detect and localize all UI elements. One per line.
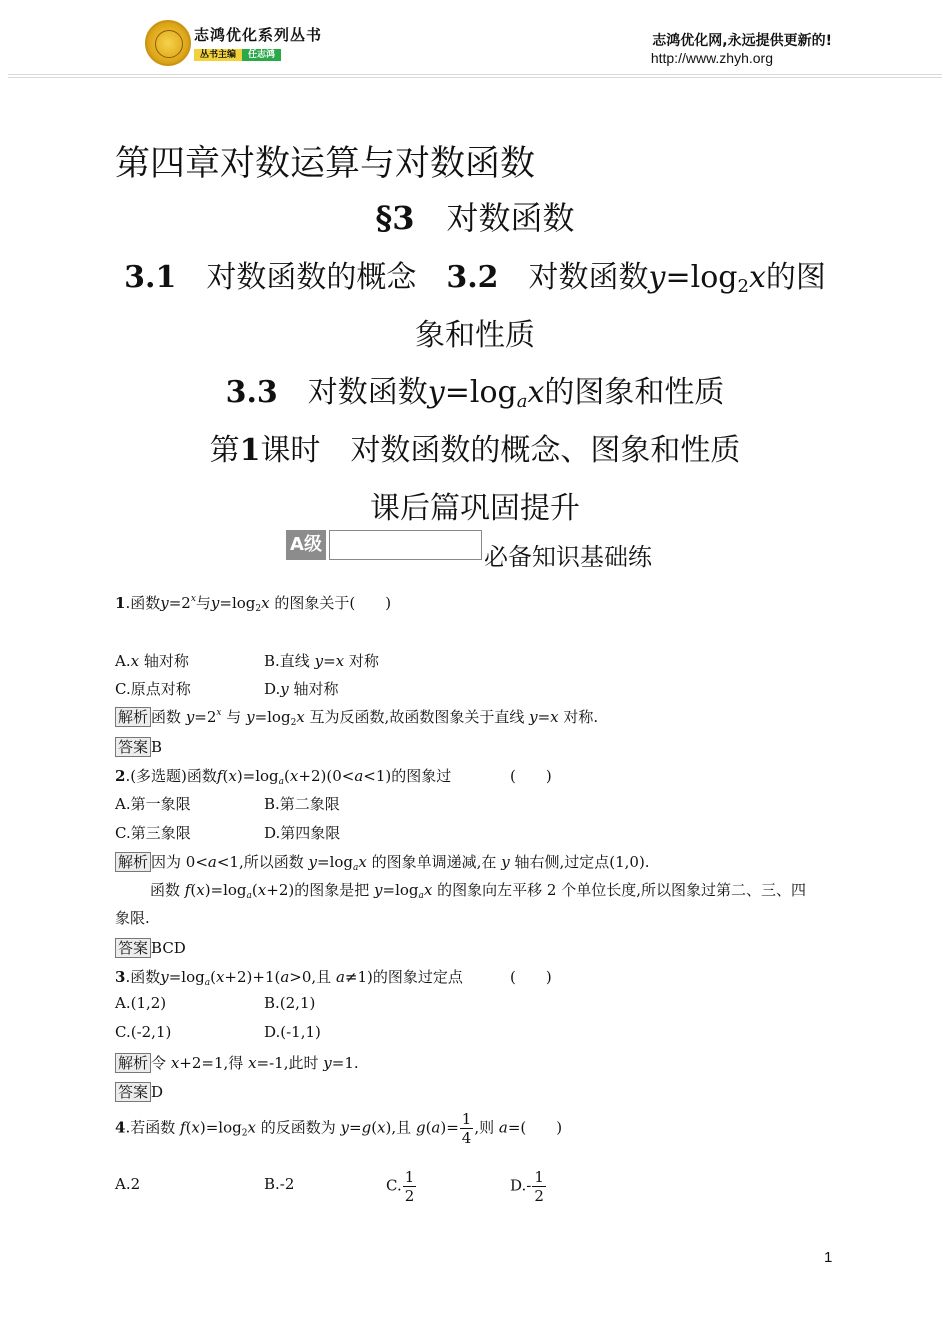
q2-a2-post: 的图象向左平移 2 个单位长度,所以图象过第二、三、四 [437, 881, 806, 899]
header-divider-2 [8, 77, 942, 78]
lesson-number: 1 [239, 433, 261, 468]
q2-analysis-1: 解析 因为 0<a<1,所以函数 $y=\log_ax$ 的图象单调递减,在 y 轴右侧,过定点(1,0). [115, 851, 650, 873]
q3-analysis: 解析 令 x+2=1,得 x=-1,此时 y=1. [115, 1052, 359, 1073]
editor-key: 丛书主编 [194, 49, 242, 61]
lesson-name: 对数函数的概念、图象和性质 [350, 433, 741, 468]
q2-analysis-2: 函数 $f(x)=\log_a(x+2)$的图象是把 $y=\log_ax$ 的图象向左平移 2 个单位长度,所以图象过第二、三、四 [150, 881, 806, 901]
q3-analysis-pre: 令 [151, 1054, 167, 1072]
chapter-title: 第四章对数运算与对数函数 [115, 144, 536, 184]
q4-stem-post: ,且 [391, 1118, 412, 1137]
q4-opt-d-label: D.- [510, 1176, 532, 1195]
q2-a2-mid: 的图象是把 [294, 881, 370, 899]
q1-opt-d-label: D. [264, 680, 281, 698]
subsection-title-1-cont: 象和性质 [415, 318, 535, 353]
q3-stem-mid: ( [274, 968, 281, 986]
answer-tag: 答案 [115, 1082, 151, 1102]
q1-stem: 1.函数$y=2^x$与$y=\log_2x$ 的图象关于( ) [115, 594, 392, 614]
zhihong-logo [145, 20, 191, 66]
q1-number: 1 [115, 594, 126, 612]
q3-option-d[interactable]: D.(-1,1) [264, 1023, 321, 1041]
q2-a1-pre: 因为 0< [151, 853, 208, 871]
q4-option-a[interactable]: A.2 [115, 1175, 141, 1193]
level-badge: A级 [286, 530, 326, 560]
q4-stem-end: ( ) [520, 1118, 563, 1137]
q2-answer [115, 937, 186, 958]
sub3-number: 3.3 [225, 375, 278, 410]
q2-a1-mid: <1,所以函数 [216, 853, 304, 871]
sub1-number: 3.1 [124, 260, 177, 295]
subsection-title-3: 3.3 对数函数y=logax的图象和性质 [225, 375, 725, 412]
q2-a1-post: 的图象单调递减,在 [371, 853, 497, 871]
q3-analysis-mid: ,得 [223, 1054, 244, 1072]
q4-stem-pre: .若函数 [125, 1118, 176, 1137]
q1-opt-a-text: 轴对称 [143, 652, 189, 670]
q3-stem-pre: .函数 [125, 968, 161, 986]
q1-analysis-end: 对称. [563, 708, 599, 726]
q4-stem: 4.若函数 $f(x)=\log_2x$ 的反函数为 y=g(x),且 g(a)= $\frac{1}{4}$ ,则 a=( ) [115, 1110, 563, 1147]
q1-analysis-mid: 与 [226, 708, 242, 726]
q2-answer-value: BCD [151, 939, 186, 957]
header-slogan: 志鸿优化网,永远提供更新的! [652, 33, 832, 49]
answer-tag: 答案 [115, 938, 151, 958]
q3-stem-post: ≠1)的图象过定点 [344, 968, 463, 986]
q1-stem-mid: 与 [195, 594, 211, 612]
q1-analysis-post: 互为反函数,故函数图象关于直线 [309, 708, 525, 726]
q4-option-b[interactable]: B.-2 [264, 1175, 295, 1193]
q3-option-a[interactable]: A.(1,2) [115, 994, 167, 1012]
q3-stem: 3.函数$y=\log_a(x+2)+1(a>0$,且 a≠1)的图象过定点 [115, 968, 463, 988]
q3-number: 3 [115, 968, 126, 986]
header-url[interactable]: http://www.zhyh.org [650, 50, 773, 66]
lesson-pre: 第 [209, 433, 240, 468]
q4-number: 4 [115, 1118, 126, 1137]
q1-stem-post: 的图象关于( ) [274, 594, 392, 612]
level-frame [329, 530, 482, 560]
series-title: 志鸿优化系列丛书 [194, 26, 323, 44]
q1-opt-d-text: 轴对称 [293, 680, 339, 698]
series-editor [194, 47, 281, 60]
q1-answer [115, 736, 162, 757]
section-title [0, 193, 950, 239]
sub3-prefix: 对数函数 [307, 375, 428, 410]
sub2-number: 3.2 [446, 260, 499, 295]
q1-opt-b-text: 对称 [348, 652, 379, 670]
q1-option-b[interactable]: B.直线 y=x 对称 [264, 652, 379, 670]
q1-answer-value: B [151, 738, 163, 756]
level-title: 必备知识基础练 [484, 543, 652, 571]
sub3-suffix: 的图象和性质 [544, 375, 725, 410]
q1-analysis-pre: 函数 [151, 708, 182, 726]
q2-a2-pre: 函数 [150, 881, 181, 899]
q2-a1-end: 轴右侧,过定点(1,0). [514, 853, 650, 871]
analysis-tag: 解析 [115, 707, 151, 727]
q2-analysis-3: 象限. [115, 909, 150, 927]
q2-stem-mid: (0< [326, 767, 355, 785]
header-divider-1 [8, 74, 942, 75]
q4-opt-c-label: C. [386, 1176, 402, 1195]
q1-option-c[interactable]: C.原点对称 [115, 680, 191, 698]
q4-fraction: $\frac{1}{4}$ [461, 1110, 472, 1147]
q2-number: 2 [115, 767, 126, 785]
q3-analysis-post: ,此时 [283, 1054, 319, 1072]
q2-option-d[interactable]: D.第四象限 [264, 824, 341, 842]
q1-option-d[interactable]: D.y 轴对称 [264, 680, 339, 698]
q2-option-b[interactable]: B.第二象限 [264, 795, 340, 813]
q3-option-c[interactable]: C.(-2,1) [115, 1023, 172, 1041]
q3-answer [115, 1081, 163, 1102]
answer-tag: 答案 [115, 737, 151, 757]
q4-option-c[interactable]: C. $\frac{1}{2}$ [386, 1168, 415, 1205]
analysis-tag: 解析 [115, 1053, 151, 1073]
q4-option-d[interactable]: D.- $\frac{1}{2}$ [510, 1168, 544, 1205]
q3-option-b[interactable]: B.(2,1) [264, 994, 316, 1012]
lesson-title [0, 425, 950, 469]
q2-paren: ( ) [510, 767, 552, 785]
sub2-prefix: 对数函数 [528, 260, 649, 295]
subsection-title-1: 3.1 对数函数的概念 3.2 对数函数y=log2x的图 [124, 260, 826, 297]
q3-analysis-end: . [353, 1054, 359, 1072]
sub2-suffix: 的图 [765, 260, 826, 295]
q1-opt-b-label: B.直线 [264, 652, 310, 670]
section-name: 对数函数 [446, 199, 575, 237]
q3-paren: ( ) [510, 968, 552, 986]
q1-analysis: 解析 函数 $y=2^x$ 与 $y=\log_2x$ 互为反函数,故函数图象关于直线 y=x 对称. [115, 706, 598, 728]
lesson-post: 课时 [260, 433, 321, 468]
sub1-name: 对数函数的概念 [206, 260, 417, 295]
q1-stem-pre: .函数 [125, 594, 161, 612]
q2-option-a[interactable]: A.第一象限 [115, 795, 191, 813]
q2-option-c[interactable]: C.第三象限 [115, 824, 191, 842]
q2-stem-post: <1)的图象过 [363, 767, 452, 785]
practice-title: 课后篇巩固提升 [370, 491, 580, 526]
q2-stem: 2.(多选题)函数$f(x)=\log_a(x+2)(0<a<1)$的图象过 [115, 767, 452, 787]
page-header [0, 0, 950, 80]
q2-stem-pre: .(多选题)函数 [125, 767, 217, 785]
page-number: 1 [824, 1249, 833, 1266]
q4-stem-mid: 的反函数为 [260, 1118, 336, 1137]
section-number: §3 [375, 199, 415, 237]
q1-opt-a-label: A. [115, 652, 131, 670]
q3-answer-value: D [151, 1083, 164, 1101]
analysis-tag: 解析 [115, 852, 151, 872]
q1-option-a[interactable]: A.x 轴对称 [115, 652, 189, 670]
editor-name: 任志鸿 [242, 49, 281, 61]
